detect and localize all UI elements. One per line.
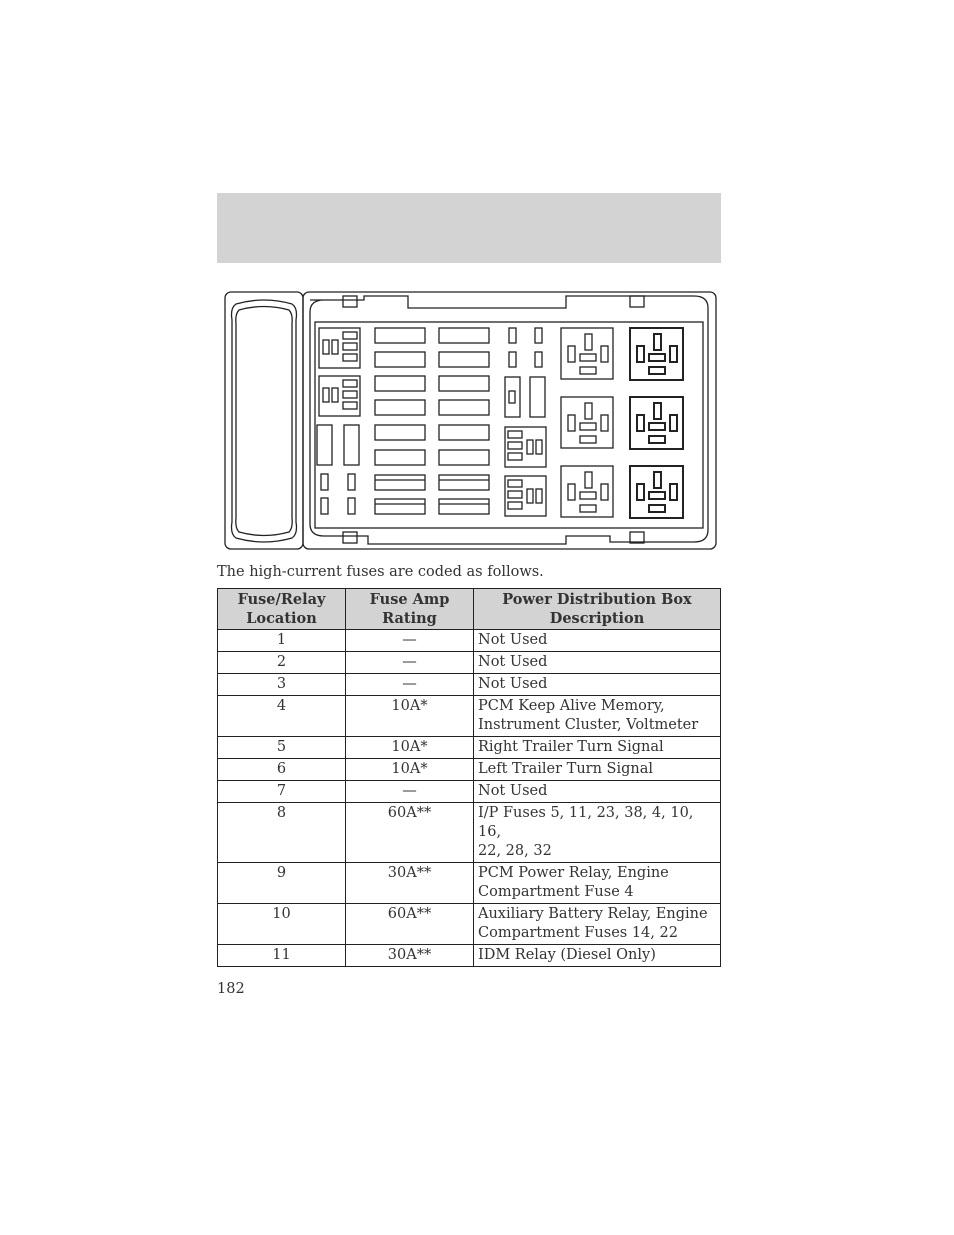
table-row bbox=[218, 863, 721, 904]
cell-description: Not Used bbox=[474, 781, 721, 803]
relay-large-1 bbox=[561, 328, 613, 379]
cell-location: 4 bbox=[218, 696, 346, 737]
relay-large-3 bbox=[561, 466, 613, 517]
cell-rating: — bbox=[346, 781, 474, 803]
table-row bbox=[218, 630, 721, 652]
cell-location: 1 bbox=[218, 630, 346, 652]
small-fuses-center bbox=[505, 328, 545, 417]
cell-description: Left Trailer Turn Signal bbox=[474, 759, 721, 781]
fuse-column-b bbox=[439, 328, 489, 514]
box-cover bbox=[225, 292, 303, 549]
cell-location: 6 bbox=[218, 759, 346, 781]
table-row bbox=[218, 781, 721, 803]
table-row bbox=[218, 696, 721, 737]
header-location: Fuse/Relay Location bbox=[218, 589, 346, 630]
table-row bbox=[218, 759, 721, 781]
cell-rating: 10A* bbox=[346, 737, 474, 759]
cell-location: 9 bbox=[218, 863, 346, 904]
table-row bbox=[218, 803, 721, 863]
mini-relay-4 bbox=[505, 476, 546, 516]
cell-location: 2 bbox=[218, 652, 346, 674]
cell-description: I/P Fuses 5, 11, 23, 38, 4, 10, 16, 22, 28, 32 bbox=[474, 803, 721, 863]
cell-rating: — bbox=[346, 630, 474, 652]
intro-text: The high-current fuses are coded as follows. bbox=[217, 564, 544, 580]
power-distribution-box-diagram bbox=[224, 290, 718, 552]
header-description: Power Distribution Box Description bbox=[474, 589, 721, 630]
header-rating: Fuse Amp Rating bbox=[346, 589, 474, 630]
relay-large-2 bbox=[561, 397, 613, 448]
relay-large-4 bbox=[630, 328, 683, 380]
mini-relay-1 bbox=[319, 328, 360, 368]
cell-description: IDM Relay (Diesel Only) bbox=[474, 945, 721, 967]
cell-location: 11 bbox=[218, 945, 346, 967]
cell-description: Auxiliary Battery Relay, Engine Compartment Fuses 14, 22 bbox=[474, 904, 721, 945]
relay-large-6 bbox=[630, 466, 683, 518]
cell-rating: 30A** bbox=[346, 945, 474, 967]
table-row bbox=[218, 737, 721, 759]
mini-relay-3 bbox=[505, 427, 546, 467]
cell-location: 7 bbox=[218, 781, 346, 803]
cell-location: 8 bbox=[218, 803, 346, 863]
cell-description: Not Used bbox=[474, 674, 721, 696]
cell-rating: — bbox=[346, 652, 474, 674]
cartridge-fuses-left bbox=[317, 425, 359, 514]
mini-relay-2 bbox=[319, 376, 360, 416]
cell-rating: 10A* bbox=[346, 759, 474, 781]
fuse-column-a bbox=[375, 328, 425, 514]
cell-description: PCM Power Relay, Engine Compartment Fuse 4 bbox=[474, 863, 721, 904]
table-row bbox=[218, 904, 721, 945]
cell-rating: 60A** bbox=[346, 803, 474, 863]
cell-description: PCM Keep Alive Memory, Instrument Cluster, Voltmeter bbox=[474, 696, 721, 737]
table-row bbox=[218, 674, 721, 696]
page-number: 182 bbox=[217, 981, 245, 997]
table-header-row bbox=[218, 589, 721, 630]
cell-rating: 10A* bbox=[346, 696, 474, 737]
cell-location: 3 bbox=[218, 674, 346, 696]
cell-rating: 60A** bbox=[346, 904, 474, 945]
cell-rating: 30A** bbox=[346, 863, 474, 904]
cell-rating: — bbox=[346, 674, 474, 696]
table-row bbox=[218, 945, 721, 967]
cell-description: Not Used bbox=[474, 630, 721, 652]
cell-description: Not Used bbox=[474, 652, 721, 674]
cell-location: 5 bbox=[218, 737, 346, 759]
fuse-table bbox=[217, 588, 721, 967]
table-row bbox=[218, 652, 721, 674]
relay-large-5 bbox=[630, 397, 683, 449]
cell-location: 10 bbox=[218, 904, 346, 945]
section-header-band bbox=[217, 193, 721, 263]
cell-description: Right Trailer Turn Signal bbox=[474, 737, 721, 759]
